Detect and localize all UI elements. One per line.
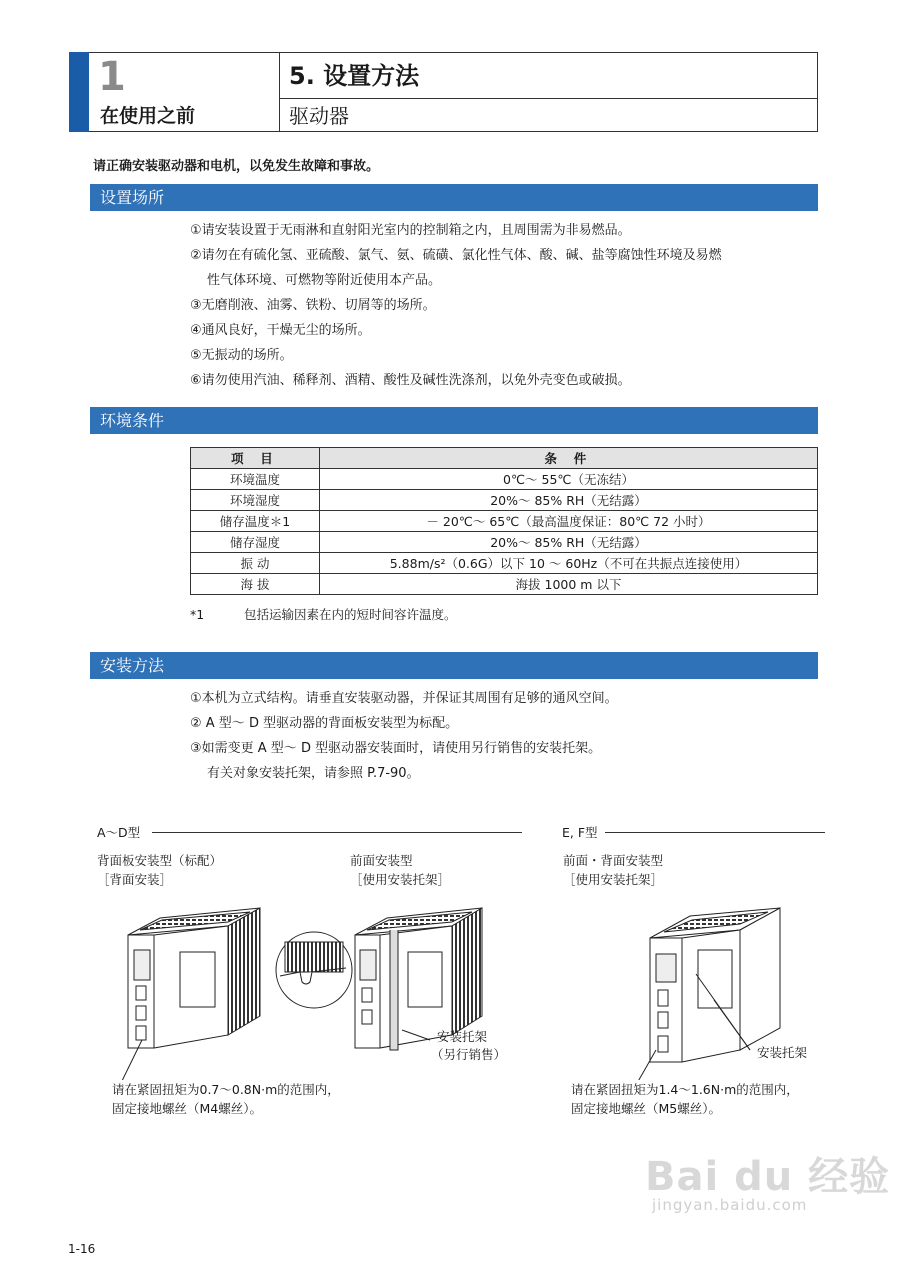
table-header-row [191, 448, 818, 469]
list-item: ② A 型～ D 型驱动器的背面板安装型为标配。 [190, 716, 459, 731]
list-item: 性气体环境、可燃物等附近使用本产品。 [207, 273, 442, 288]
front-mount-title: 前面安装型 [350, 853, 413, 868]
row-item: 环境温度 [191, 469, 320, 490]
zoom-detail-drawing [276, 932, 352, 1008]
footnote-text: 包括运输因素在内的短时间容许温度。 [244, 607, 457, 622]
front-mount-sub: ［使用安装托架］ [350, 872, 451, 887]
section-subtitle: 驱动器 [289, 104, 349, 128]
install-location-list [190, 218, 822, 393]
chapter-title: 在使用之前 [100, 105, 196, 127]
bracket-label-ef: 安装托架 [757, 1045, 808, 1060]
install-method-list [190, 686, 822, 786]
row-item: 储存温度＊1 [191, 511, 320, 532]
list-item: ③如需变更 A 型～ D 型驱动器安装面时，请使用另行销售的安装托架。 [190, 741, 602, 756]
row-item: 海 拔 [191, 574, 320, 595]
environment-table [190, 447, 818, 595]
table-row [191, 532, 818, 553]
list-item: 有关对象安装托架，请参照 P.7-90。 [207, 766, 420, 781]
col-item-header: 项 目 [191, 448, 320, 469]
drive-ef-drawing [650, 908, 780, 1062]
bracket-label-note: （另行销售） [431, 1047, 507, 1062]
row-item: 储存湿度 [191, 532, 320, 553]
table-row [191, 511, 818, 532]
drive-back-mount-drawing [128, 908, 260, 1048]
page-number: 1-16 [68, 1242, 96, 1256]
heading-install-location: 设置场所 [90, 184, 818, 211]
back-mount-sub: ［背面安装］ [97, 872, 173, 887]
chapter-number: 1 [98, 54, 126, 100]
header-divider-h [279, 98, 818, 99]
table-row [191, 553, 818, 574]
group-ad-rule [152, 832, 522, 833]
torque-note-ef-line1: 请在紧固扭矩为1.4～1.6N·m的范围内， [571, 1082, 799, 1097]
row-condition: 0℃～ 55℃（无冻结） [320, 469, 818, 490]
table-row [191, 574, 818, 595]
list-item: ①请安装设置于无雨淋和直射阳光室内的控制箱之内，且周围需为非易燃品。 [190, 223, 631, 238]
bracket-label: 安装托架 [437, 1029, 488, 1044]
list-item: ②请勿在有硫化氢、亚硫酸、氯气、氨、硫磺、氯化性气体、酸、碱、盐等腐蚀性环境及易燃 [190, 248, 722, 263]
col-condition-header: 条 件 [320, 448, 818, 469]
watermark-url: jingyan.baidu.com [652, 1196, 808, 1214]
table-row [191, 469, 818, 490]
intro-text: 请正确安装驱动器和电机，以免发生故障和事故。 [93, 159, 380, 174]
list-item: ④通风良好，干燥无尘的场所。 [190, 323, 371, 338]
row-item: 振 动 [191, 553, 320, 574]
group-ef-label: E, F型 [562, 825, 598, 840]
heading-environment: 环境条件 [90, 407, 818, 434]
torque-note-ad-line1: 请在紧固扭矩为0.7～0.8N·m的范围内， [112, 1082, 340, 1097]
list-item: ⑥请勿使用汽油、稀释剂、酒精、酸性及碱性洗涤剂，以免外壳变色或破损。 [190, 373, 631, 388]
row-condition: 海拔 1000 m 以下 [320, 574, 818, 595]
row-condition: 5.88m/s²（0.6G）以下 10 ～ 60Hz（不可在共振点连接使用） [320, 553, 818, 574]
group-ef-rule [605, 832, 825, 833]
ef-mount-sub: ［使用安装托架］ [563, 872, 664, 887]
row-item: 环境湿度 [191, 490, 320, 511]
row-condition: － 20℃～ 65℃（最高温度保证：80℃ 72 小时） [320, 511, 818, 532]
list-item: ①本机为立式结构。请垂直安装驱动器，并保证其周围有足够的通风空间。 [190, 691, 618, 706]
footnote-mark: *1 [190, 607, 205, 622]
chapter-color-tab [69, 52, 89, 132]
heading-install-method: 安装方法 [90, 652, 818, 679]
row-condition: 20%～ 85% RH（无结露） [320, 532, 818, 553]
table-row [191, 490, 818, 511]
section-title: 5. 设置方法 [289, 62, 420, 90]
header-divider [279, 52, 280, 132]
list-item: ③无磨削液、油雾、铁粉、切屑等的场所。 [190, 298, 436, 313]
row-condition: 20%～ 85% RH（无结露） [320, 490, 818, 511]
torque-note-ef-line2: 固定接地螺丝（M5螺丝）。 [571, 1101, 721, 1116]
ef-mount-title: 前面・背面安装型 [563, 853, 664, 868]
torque-note-ad-line2: 固定接地螺丝（M4螺丝）。 [112, 1101, 262, 1116]
table-footnote [190, 605, 457, 625]
watermark-logo: Bai du 经验 [645, 1154, 891, 1200]
back-mount-title: 背面板安装型（标配） [97, 853, 223, 868]
list-item: ⑤无振动的场所。 [190, 348, 293, 363]
group-ad-label: A～D型 [97, 825, 141, 840]
